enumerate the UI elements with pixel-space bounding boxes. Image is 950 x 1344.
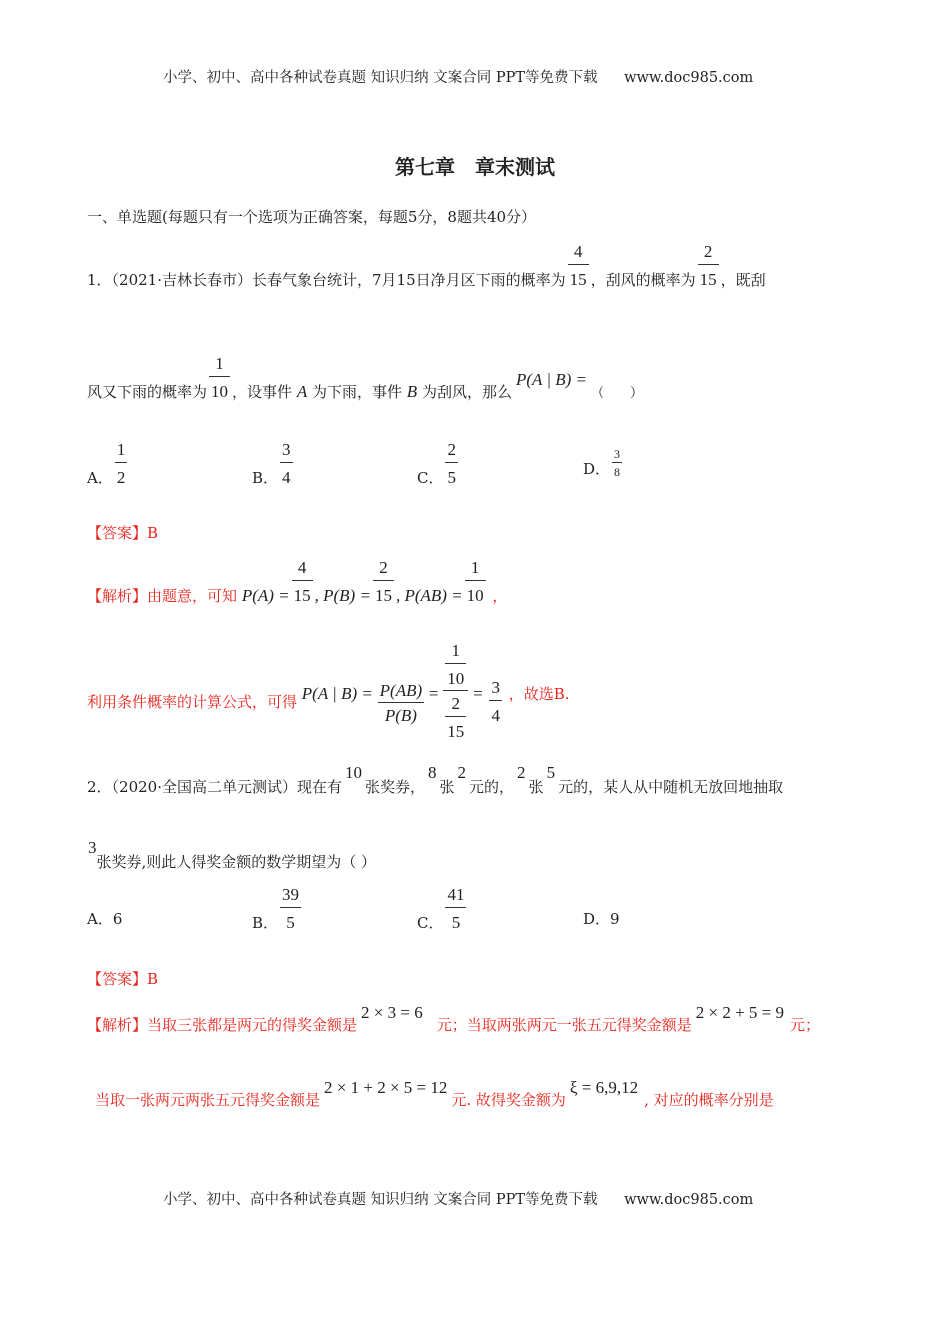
analysis-text: 由题意，可知 [147,587,238,605]
number: 5 [546,763,556,782]
q2-text: 张奖券， [365,778,426,796]
number: 8 [428,763,437,782]
fraction: $\frac{1}{10}$ [211,354,229,401]
analysis-text: , 对应的概率分别是 [644,1091,774,1109]
q1-text: ，刮风的概率为 [590,271,696,289]
fraction: $\frac{2}{5}$ [447,440,456,487]
q2-option-a[interactable]: A．6 [87,910,123,928]
q2-analysis-line2 [95,1079,774,1108]
analysis-text: 元. 故得奖金额为 [451,1091,566,1109]
analysis-text: 元； [790,1016,821,1034]
analysis-text: 利用条件概率的计算公式，可得 [87,693,298,711]
q1-option-c[interactable] [417,441,460,486]
fraction: $\frac{2}{15}$ [374,558,392,605]
q2-text: 2．（2020·全国高二单元测试）现在有 [87,778,342,796]
fraction: $\frac{41}{5}$ [447,885,465,932]
fraction: $\frac{P(AB)}{P(B)}$ [379,681,423,725]
q1-text: ，设事件 [232,383,293,401]
option-label: C． [417,469,444,487]
analysis-tag: 【解析】 [87,1016,148,1034]
q1-line1 [87,243,766,288]
q1-option-d[interactable] [583,448,624,479]
fraction: $\frac{1}{10}$ [466,558,484,605]
page-title: 第七章 章末测试 [395,155,555,179]
formula: P(A | B) = [301,684,373,703]
option-label: B． [252,914,279,932]
q2-analysis-line1 [87,1004,820,1033]
answer-blank: （ ） [591,386,644,401]
compound-fraction: $\frac{\frac{1}{10}}{\frac{2}{15}}$ [443,642,468,740]
analysis-text: 元；当取两张两元一张五元得奖金额是 [436,1016,692,1034]
fraction: $\frac{1}{2}$ [116,440,126,487]
q2-text: 元的，某人从中随机无放回地抽取 [558,778,784,796]
formula: 2 × 1 + 2 × 5 = 12 [324,1078,448,1097]
formula: 2 × 2 + 5 = 9 [695,1003,784,1022]
q1-expression: P(A | B) = [515,370,588,389]
fraction: $\frac{2}{15}$ [699,242,717,289]
footer-text: 小学、初中、高中各种试卷真题 知识归纳 文案合同 PPT等免费下载 [163,1192,598,1208]
q2-text: 张 [439,778,455,796]
analysis-text: 当取三张都是两元的得奖金额是 [147,1016,358,1034]
number: 10 [345,763,362,782]
formula: , P(B) = [314,586,371,605]
q1-answer: 【答案】B [87,524,159,542]
var-a: A [296,382,308,401]
q1-text: 为下雨，事件 [311,383,402,401]
fraction: $\frac{3}{4}$ [282,440,291,487]
q1-text: ，既刮 [720,271,766,289]
analysis-text: ，故选B. [508,685,570,703]
q1-line2 [87,355,643,400]
formula: , P(AB) = [395,586,463,605]
fraction: $\frac{3}{4}$ [491,678,500,725]
option-label: C． [417,914,444,932]
option-label: A． [87,469,113,487]
page-header [163,71,753,86]
header-text: 小学、初中、高中各种试卷真题 知识归纳 文案合同 PPT等免费下载 [163,70,598,86]
analysis-tag: 【解析】 [87,587,148,605]
page-footer [163,1193,753,1208]
q2-line2 [88,839,376,870]
formula: = [428,684,439,703]
header-url[interactable]: www.doc985.com [624,70,754,86]
option-label: D． [583,460,611,478]
q1-option-a[interactable] [87,441,129,486]
q1-analysis-line2 [87,642,570,740]
formula: P(A) = [241,586,290,605]
analysis-text: 当取一张两元两张五元得奖金额是 [95,1091,321,1109]
formula: 2 × 3 = 6 [361,1003,423,1022]
q2-option-b[interactable] [252,886,303,931]
number: 2 [517,763,526,782]
q1-text: 风又下雨的概率为 [87,383,208,401]
var-b: B [406,382,418,401]
q1-text: 1．（2021·吉林长春市）长春气象台统计，7月15日净月区下雨的概率为 [87,271,566,289]
fraction: $\frac{4}{15}$ [569,242,587,289]
q2-option-d[interactable]: D．9 [583,910,620,928]
q2-text: 张 [528,778,544,796]
formula: ξ = 6,9,12 [569,1078,639,1097]
fraction: $\frac{39}{5}$ [282,885,300,932]
number: 2 [457,763,467,782]
option-label: B． [252,469,279,487]
q2-line1 [87,764,783,795]
q2-option-c[interactable] [417,886,468,931]
q1-option-b[interactable] [252,441,295,486]
q2-text: 张奖券,则此人得奖金额的数学期望为（ ） [96,853,377,871]
fraction: $\frac{4}{15}$ [293,558,311,605]
q2-answer: 【答案】B [87,970,159,988]
fraction: $\frac{3}{8}$ [614,447,621,479]
number: 3 [88,838,97,857]
formula: = [473,684,483,703]
analysis-text: ， [492,587,508,605]
section-heading: 一、单选题(每题只有一个选项为正确答案，每题5分，8题共40分） [87,208,537,226]
q1-analysis-line1 [87,559,507,604]
q2-text: 元的， [469,778,515,796]
footer-url[interactable]: www.doc985.com [624,1192,754,1208]
q1-text: 为刮风，那么 [421,383,512,401]
